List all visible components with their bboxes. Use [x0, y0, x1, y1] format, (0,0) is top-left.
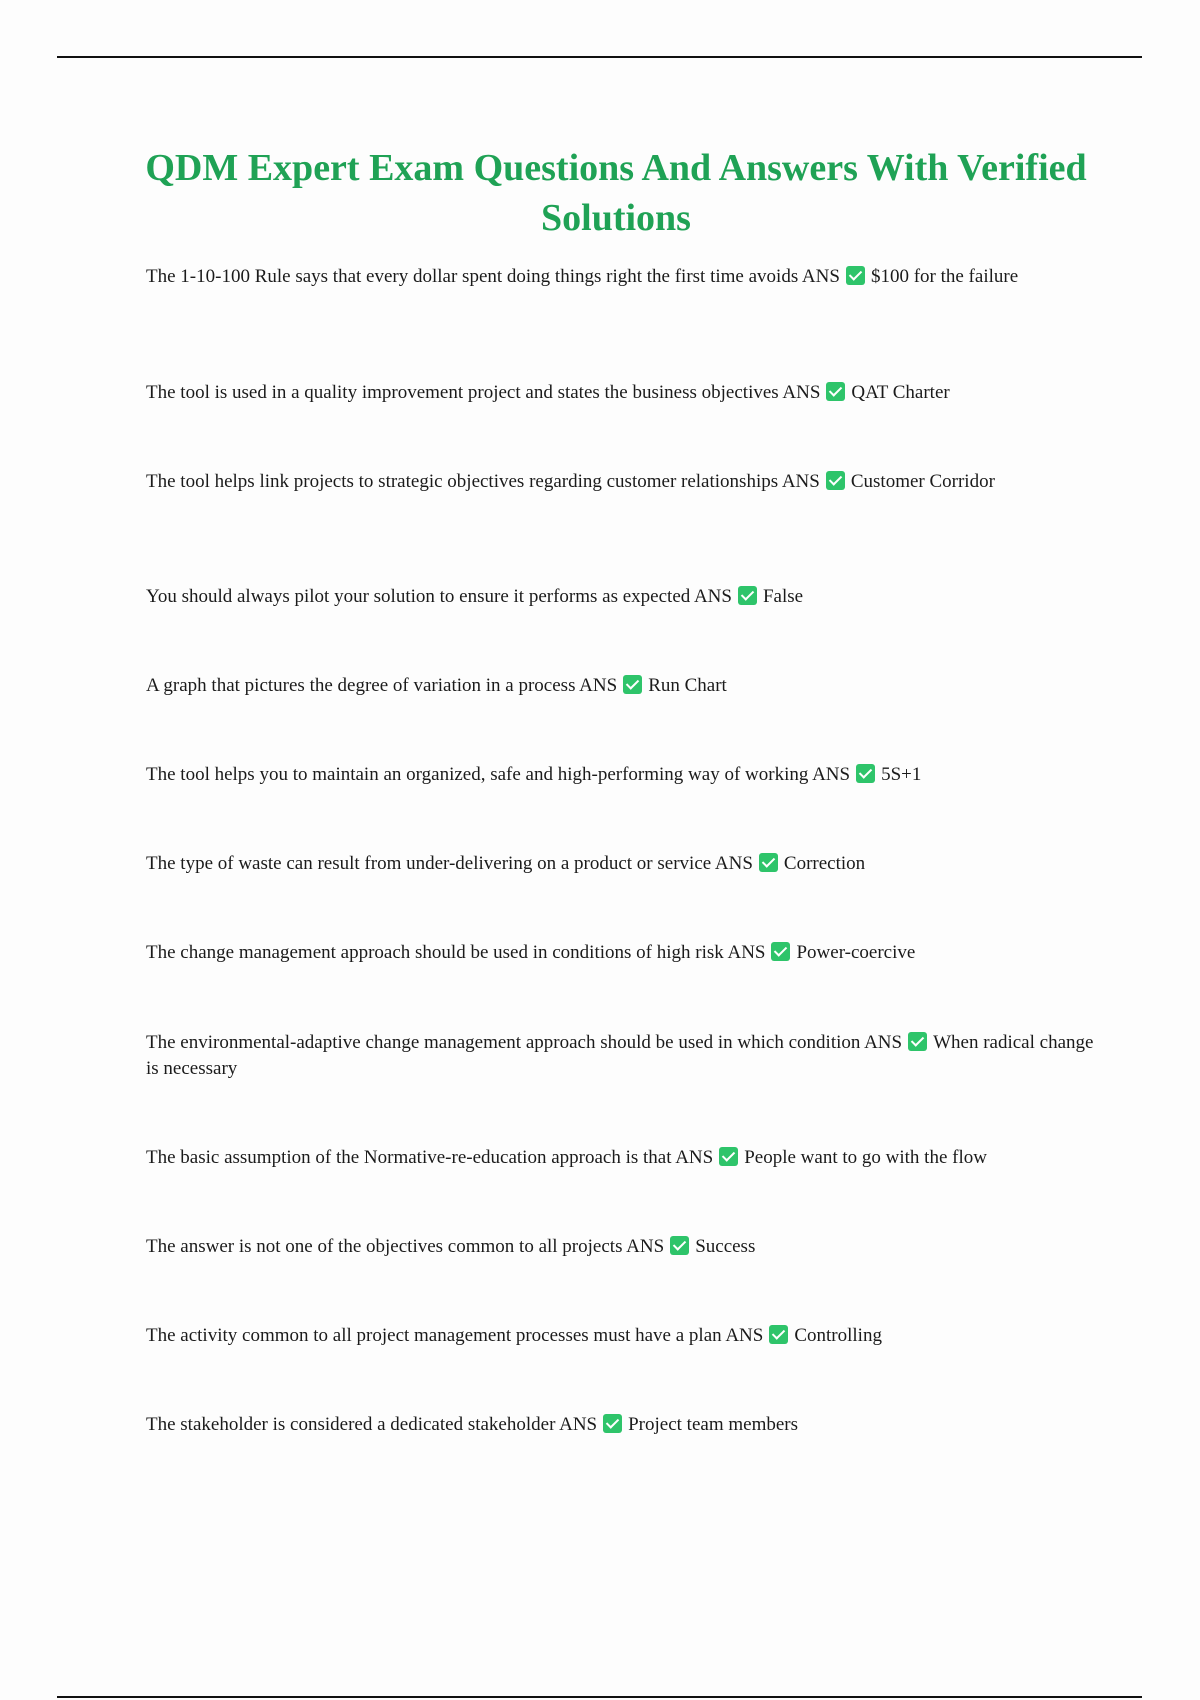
answer-text: Correction [783, 853, 866, 874]
question-text: The activity common to all project management processes must have a plan [146, 1325, 722, 1346]
ans-marker: ANS [864, 1032, 903, 1053]
ans-marker: ANS [727, 942, 766, 963]
ans-marker: ANS [626, 1236, 665, 1257]
answer-text: People want to go with the flow [744, 1147, 987, 1168]
check-icon [603, 1414, 622, 1433]
check-icon [670, 1236, 689, 1255]
answer-text: Run Chart [648, 675, 727, 696]
ans-marker: ANS [725, 1325, 764, 1346]
qa-item [146, 469, 1096, 495]
qa-item [146, 264, 1096, 290]
question-text: The 1-10-100 Rule says that every dollar spent doing things right the first time avoids [146, 266, 799, 287]
ans-marker: ANS [782, 382, 821, 403]
question-text: You should always pilot your solution to ensure it performs as expected [146, 586, 691, 607]
question-text: The answer is not one of the objectives common to all projects [146, 1236, 623, 1257]
answer-text: Success [695, 1236, 756, 1257]
answer-text: When radical change is necessary [146, 1032, 1094, 1079]
question-text: The type of waste can result from under-delivering on a product or service [146, 853, 712, 874]
answer-text: Customer Corridor [850, 471, 995, 492]
qa-item [146, 851, 1096, 877]
qa-item [146, 940, 1096, 966]
question-text: The tool helps link projects to strategic objectives regarding customer relationships [146, 471, 779, 492]
check-icon [769, 1325, 788, 1344]
question-text: The stakeholder is considered a dedicated stakeholder [146, 1414, 556, 1435]
answer-text: Project team members [628, 1414, 798, 1435]
check-icon [759, 853, 778, 872]
answer-text: 5S+1 [881, 764, 922, 785]
ans-marker: ANS [675, 1147, 714, 1168]
check-icon [826, 382, 845, 401]
check-icon [623, 675, 642, 694]
qa-item [146, 1234, 1096, 1260]
qa-item [146, 1323, 1096, 1349]
check-icon [738, 586, 757, 605]
ans-marker: ANS [714, 853, 753, 874]
answer-text: Controlling [794, 1325, 882, 1346]
ans-marker: ANS [579, 675, 618, 696]
ans-marker: ANS [801, 266, 840, 287]
ans-marker: ANS [781, 471, 820, 492]
question-text: The tool is used in a quality improvement project and states the business objectives [146, 382, 779, 403]
check-icon [826, 471, 845, 490]
ans-marker: ANS [693, 586, 732, 607]
answer-text: False [762, 586, 804, 607]
top-rule [57, 56, 1142, 58]
bottom-rule [57, 1696, 1142, 1698]
qa-item [146, 673, 1096, 699]
qa-item [146, 1145, 1096, 1171]
qa-item [146, 1030, 1096, 1082]
check-icon [908, 1032, 927, 1051]
qa-item [146, 380, 1096, 406]
check-icon [846, 266, 865, 285]
question-text: The change management approach should be used in conditions of high risk [146, 942, 724, 963]
question-text: A graph that pictures the degree of variation in a process [146, 675, 576, 696]
qa-item [146, 1412, 1096, 1438]
qa-item [146, 762, 1096, 788]
answer-text: QAT Charter [851, 382, 950, 403]
check-icon [771, 942, 790, 961]
check-icon [719, 1147, 738, 1166]
check-icon [856, 764, 875, 783]
ans-marker: ANS [559, 1414, 598, 1435]
ans-marker: ANS [812, 764, 851, 785]
question-text: The basic assumption of the Normative-re-education approach is that [146, 1147, 672, 1168]
answer-text: Power-coercive [796, 942, 916, 963]
question-text: The environmental-adaptive change management approach should be used in which condition [146, 1032, 861, 1053]
answer-text: $100 for the failure [870, 266, 1019, 287]
qa-item [146, 584, 1096, 610]
document-title: QDM Expert Exam Questions And Answers With Verified Solutions [145, 147, 1087, 239]
question-text: The tool helps you to maintain an organized, safe and high-performing way of working [146, 764, 809, 785]
